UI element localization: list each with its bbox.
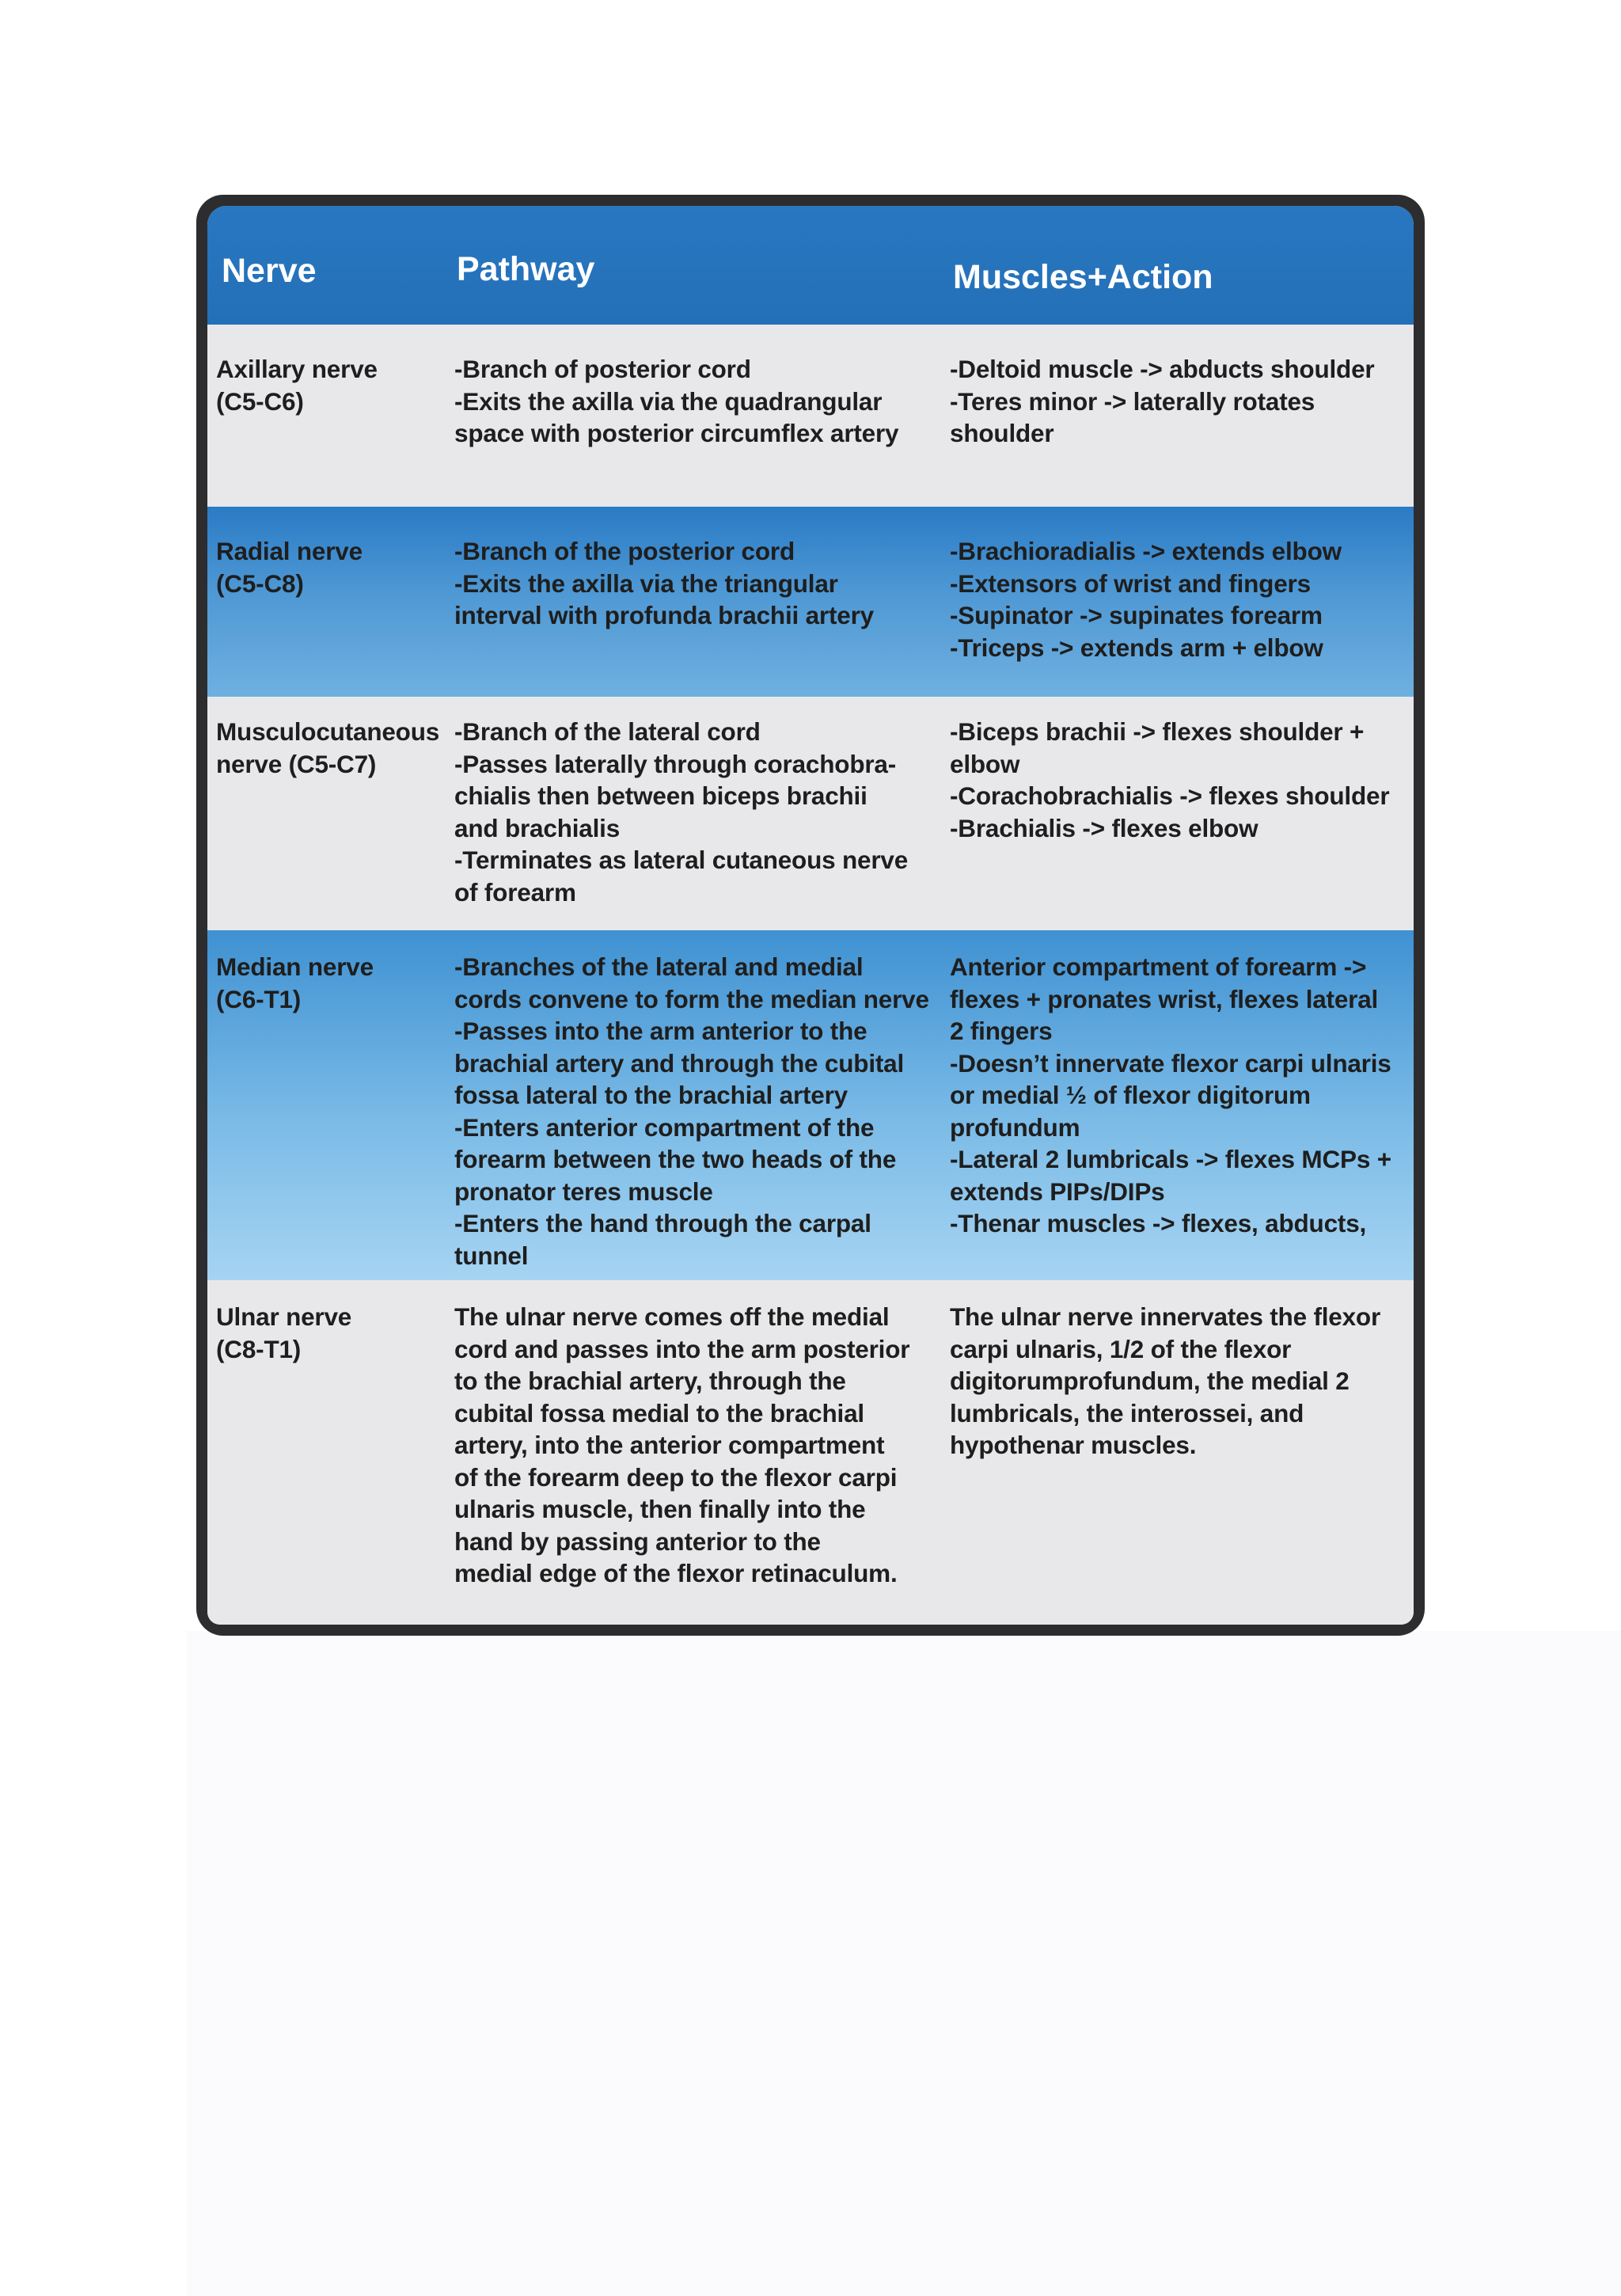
table-row-axillary: [207, 325, 1414, 507]
pathway-cell: -Branch of the posterior cord -Exits the axilla via the triangular interval with profunda brachii artery: [454, 537, 874, 629]
muscles-cell: -Deltoid muscle -> abducts shoulder -Teres minor -> laterally rotates shoulder: [950, 355, 1375, 447]
nerve-table: [207, 206, 1414, 1625]
table-row-ulnar: [207, 1280, 1414, 1625]
muscles-cell: -Biceps brachii -> flexes shoulder + elbow -Corachobrachialis -> flexes shoulder -Brachialis -> flexes elbow: [950, 717, 1390, 842]
nerve-cell: Radial nerve (C5-C8): [216, 537, 363, 598]
muscles-cell: -Brachioradialis -> extends elbow -Extensors of wrist and fingers -Supinator -> supinates forearm -Triceps -> extends arm + elbow: [950, 537, 1342, 662]
pathway-cell: -Branch of posterior cord -Exits the axilla via the quadrangular space with posterior circumflex artery: [454, 355, 899, 447]
table-header: [207, 206, 1414, 325]
nerve-cell: Musculocutaneous nerve (C5-C7): [216, 717, 440, 778]
nerve-cell: Median nerve (C6-T1): [216, 952, 374, 1013]
pathway-cell: -Branch of the lateral cord -Passes laterally through corachobra- chialis then between biceps brachii and brachialis -Terminates as lateral cutaneous nerve of forearm: [454, 717, 909, 907]
header-nerve: Nerve: [222, 252, 317, 290]
muscles-cell: The ulnar nerve innervates the flexor carpi ulnaris, 1/2 of the flexor digitorumprofundum, the medial 2 lumbricals, the interossei, and hypothenar muscles.: [950, 1302, 1381, 1459]
table-row-radial: [207, 507, 1414, 697]
pathway-cell: -Branches of the lateral and medial cords convene to form the median nerve -Passes into the arm anterior to the brachial artery and through the cubital fossa lateral to the brachial artery -Enters anterior compartment of the forearm between the two heads of the pronator teres muscle -Enters the hand through the carpal tunnel: [454, 952, 929, 1270]
table-row-median: [207, 930, 1414, 1280]
muscles-cell: Anterior compartment of forearm -> flexes + pronates wrist, flexes lateral 2 fingers -Doesn’t innervate flexor carpi ulnaris or medial ½ of flexor digitorum profundum -Lateral 2 lumbricals -> flexes MCPs + extends PIPs/DIPs -Thenar muscles -> flexes, abducts,: [950, 952, 1391, 1237]
table-row-musculocutaneous: [207, 697, 1414, 930]
page-background: [187, 1631, 1621, 2296]
pathway-cell: The ulnar nerve comes off the medial cord and passes into the arm posterior to the brachial artery, through the cubital fossa medial to the brachial artery, into the anterior compartment of the forearm deep to the flexor carpi ulnaris muscle, then finally into the hand by passing anterior to the medial edge of the flexor retinaculum.: [454, 1302, 910, 1587]
nerve-cell: Axillary nerve (C5-C6): [216, 355, 378, 416]
nerve-cell: Ulnar nerve (C8-T1): [216, 1302, 352, 1363]
header-pathway: Pathway: [457, 250, 595, 288]
header-muscles-action: Muscles+Action: [953, 258, 1213, 296]
